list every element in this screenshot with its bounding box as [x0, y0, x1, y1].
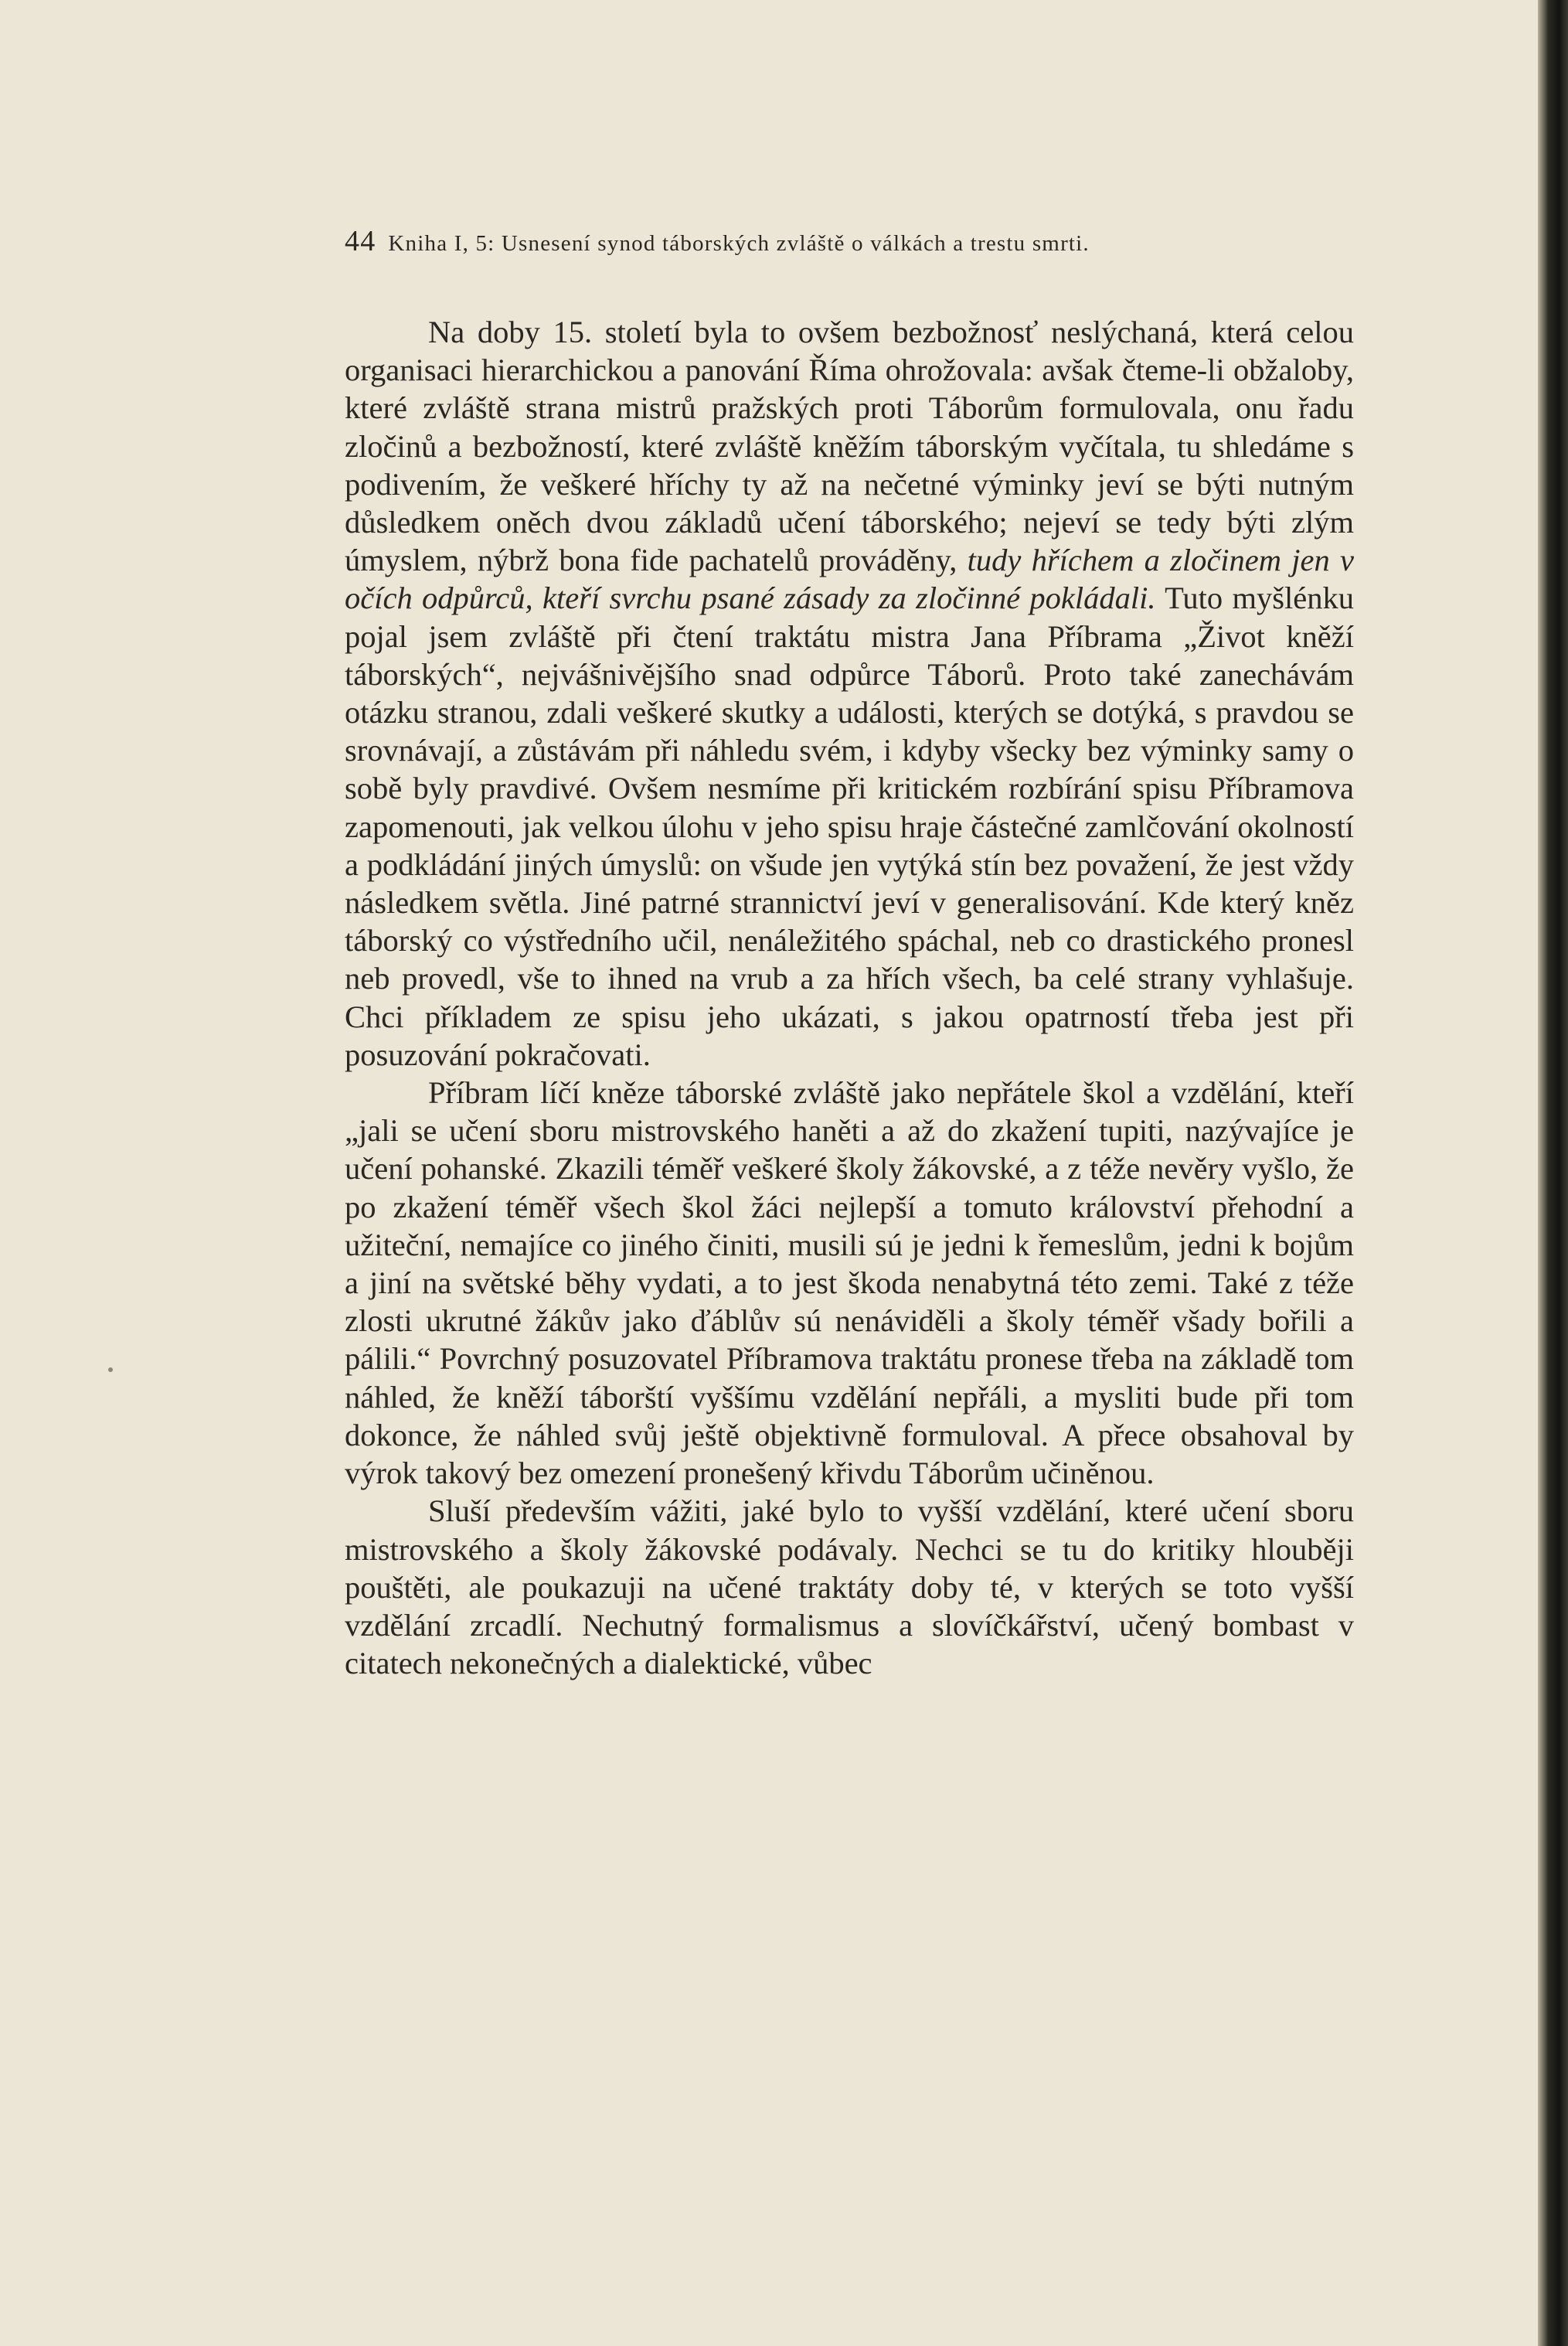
paragraph-1	[345, 313, 1354, 1074]
running-header	[345, 226, 1354, 259]
paragraph-3: Sluší především vážiti, jaké bylo to vyšší vzdělání, které učení sboru mistrovského a školy žákovské podávaly. Nechci se tu do kritiky hlouběji pouštěti, ale poukazuji na učené traktáty doby té, v kterých se toto vyšší vzdělání zrcadlí. Nechutný formalismus a slovíčkářství, učený bombast v citatech nekonečných a dialektické, vůbec	[345, 1493, 1354, 1681]
paragraph-1-emphasis: tudy hříchem a zločinem jen v očích odpůrců, kteří svrchu psané zásady za zločinné pokládali.	[345, 543, 1354, 616]
running-title: Kniha I, 5: Usnesení synod táborských zvláště o válkách a trestu smrti.	[388, 231, 1090, 256]
page-number: 44	[345, 225, 376, 257]
paragraph-2: Příbram líčí kněze táborské zvláště jako nepřátele škol a vzdělání, kteří „jali se učení sboru mistrovského haněti a až do zkažení tupiti, nazývajíce je učení pohanské. Zkazili téměř veškeré školy žákovské, a z téže nevěry vyšlo, že po zkažení téměř všech škol žáci nejlepší a tomuto království přehodní a užiteční, nemajíce co jiného činiti, musili sú je jedni k řemeslům, jedni k bojům a jiní na světské běhy vydati, a to jest škoda nenabytná této zemi. Také z téže zlosti ukrutné žákův jako ďáblův sú nenáviděli a školy téměř všady bořili a pálili.“ Povrchný posuzovatel Příbramova traktátu pronese třeba na základě tom náhled, že kněží táborští vyššímu vzdělání nepřáli, a mysliti bude při tom dokonce, že náhled svůj ještě objektivně formuloval. A přece obsahoval by výrok takový bez omezení pronešený křivdu Táborům učiněnou.	[345, 1075, 1354, 1491]
paper-speck	[108, 1367, 113, 1372]
paragraph-1-continuation: Tuto myšlénku pojal jsem zvláště při čtení traktátu mistra Jana Příbrama „Život kněží táborských“, nejvášnivějšího snad odpůrce Táborů. Proto také zanechávám otázku stranou, zdali veškeré skutky a události, kterých se dotýká, s pravdou se srovnávají, a zůstávám při náhledu svém, i kdyby všecky bez výminky samy o sobě byly pravdivé. Ovšem nesmíme při kritickém rozbírání spisu Příbramova zapomenouti, jak velkou úlohu v jeho spisu hraje částečné zamlčování okolností a podkládání jiných úmyslů: on všude jen vytýká stín bez považení, že jest vždy následkem světla. Jiné patrné strannictví jeví v generalisování. Kde který kněz táborský co výstředního učil, nenáležitého spáchal, neb co drastického pronesl neb provedl, vše to ihned na vrub a za hřích všech, ba celé strany vyhlašuje. Chci příkladem ze spisu jeho ukázati, s jakou opatrností třeba jest při posuzování pokračovati.	[345, 581, 1354, 1072]
paragraph-1-text: Na doby 15. století byla to ovšem bezbožnosť neslýchaná, která celou organisaci hierarchickou a panování Říma ohrožovala: avšak čteme-li obžaloby, které zvláště strana mistrů pražských proti Táborům formulovala, onu řadu zločinů a bezbožností, které zvláště kněžím táborským vyčítala, tu shledáme s podivením, že veškeré hříchy ty až na nečetné výminky jeví se býti nutným důsledkem oněch dvou základů učení táborského; nejeví se tedy býti zlým úmyslem, nýbrž bona fide pachatelů prováděny,	[345, 315, 1354, 578]
book-spine-edge	[1538, 0, 1568, 2346]
page-text	[345, 226, 1354, 1682]
